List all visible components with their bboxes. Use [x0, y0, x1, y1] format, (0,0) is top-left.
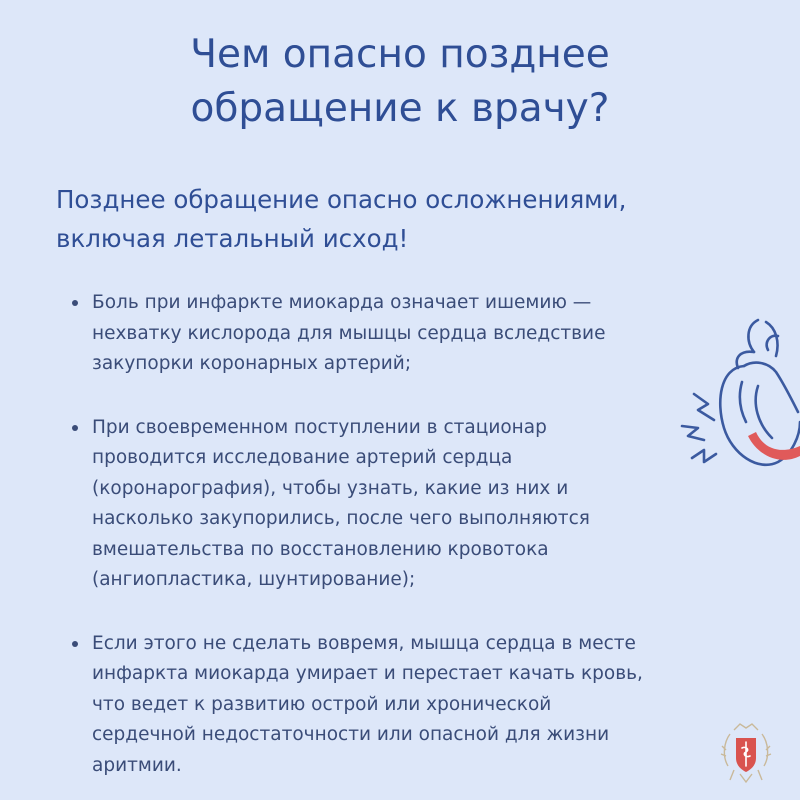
- subtitle-line: включая летальный исход!: [56, 224, 409, 253]
- bullet-line: (ангиопластика, шунтирование);: [92, 569, 416, 590]
- bullet-item: [72, 629, 712, 782]
- bullet-line: нехватку кислорода для мышцы сердца вследствие: [92, 322, 606, 344]
- bullet-line: (коронарография), чтобы узнать, какие из них и: [92, 477, 569, 499]
- subtitle-line: Позднее обращение опасно осложнениями,: [56, 185, 627, 214]
- bullet-item: [72, 413, 712, 596]
- bullet-line: что ведет к развитию острой или хронической: [92, 693, 552, 715]
- title-line: обращение к врачу?: [190, 86, 610, 131]
- ministry-emblem-icon: [720, 720, 772, 786]
- title-line: Чем опасно позднее: [190, 32, 610, 77]
- bullet-line: инфаркта миокарда умирает и перестает качать кровь,: [92, 663, 643, 684]
- bullet-line: При своевременном поступлении в стационар: [92, 416, 547, 438]
- bullet-line: Боль при инфаркте миокарда означает ишемию —: [92, 292, 592, 313]
- subtitle: [56, 180, 756, 258]
- bullet-line: вмешательства по восстановлению кровотока: [92, 538, 549, 560]
- bullet-line: закупорки коронарных артерий;: [92, 353, 412, 374]
- bullet-line: сердечной недостаточности или опасной для жизни: [92, 724, 610, 745]
- bullet-dot-icon: [72, 425, 78, 431]
- bullet-line: Если этого не сделать вовремя, мышца сердца в месте: [92, 632, 636, 654]
- bullet-list: [72, 288, 712, 781]
- bullet-item: [72, 288, 712, 380]
- bullet-line: насколько закупорились, после чего выполняются: [92, 508, 590, 529]
- bullet-dot-icon: [72, 300, 78, 306]
- heart-illustration-icon: [680, 312, 800, 492]
- bullet-line: аритмии.: [92, 754, 182, 776]
- bullet-dot-icon: [72, 641, 78, 647]
- page-title: [0, 28, 800, 136]
- bullet-line: проводится исследование артерий сердца: [92, 447, 513, 468]
